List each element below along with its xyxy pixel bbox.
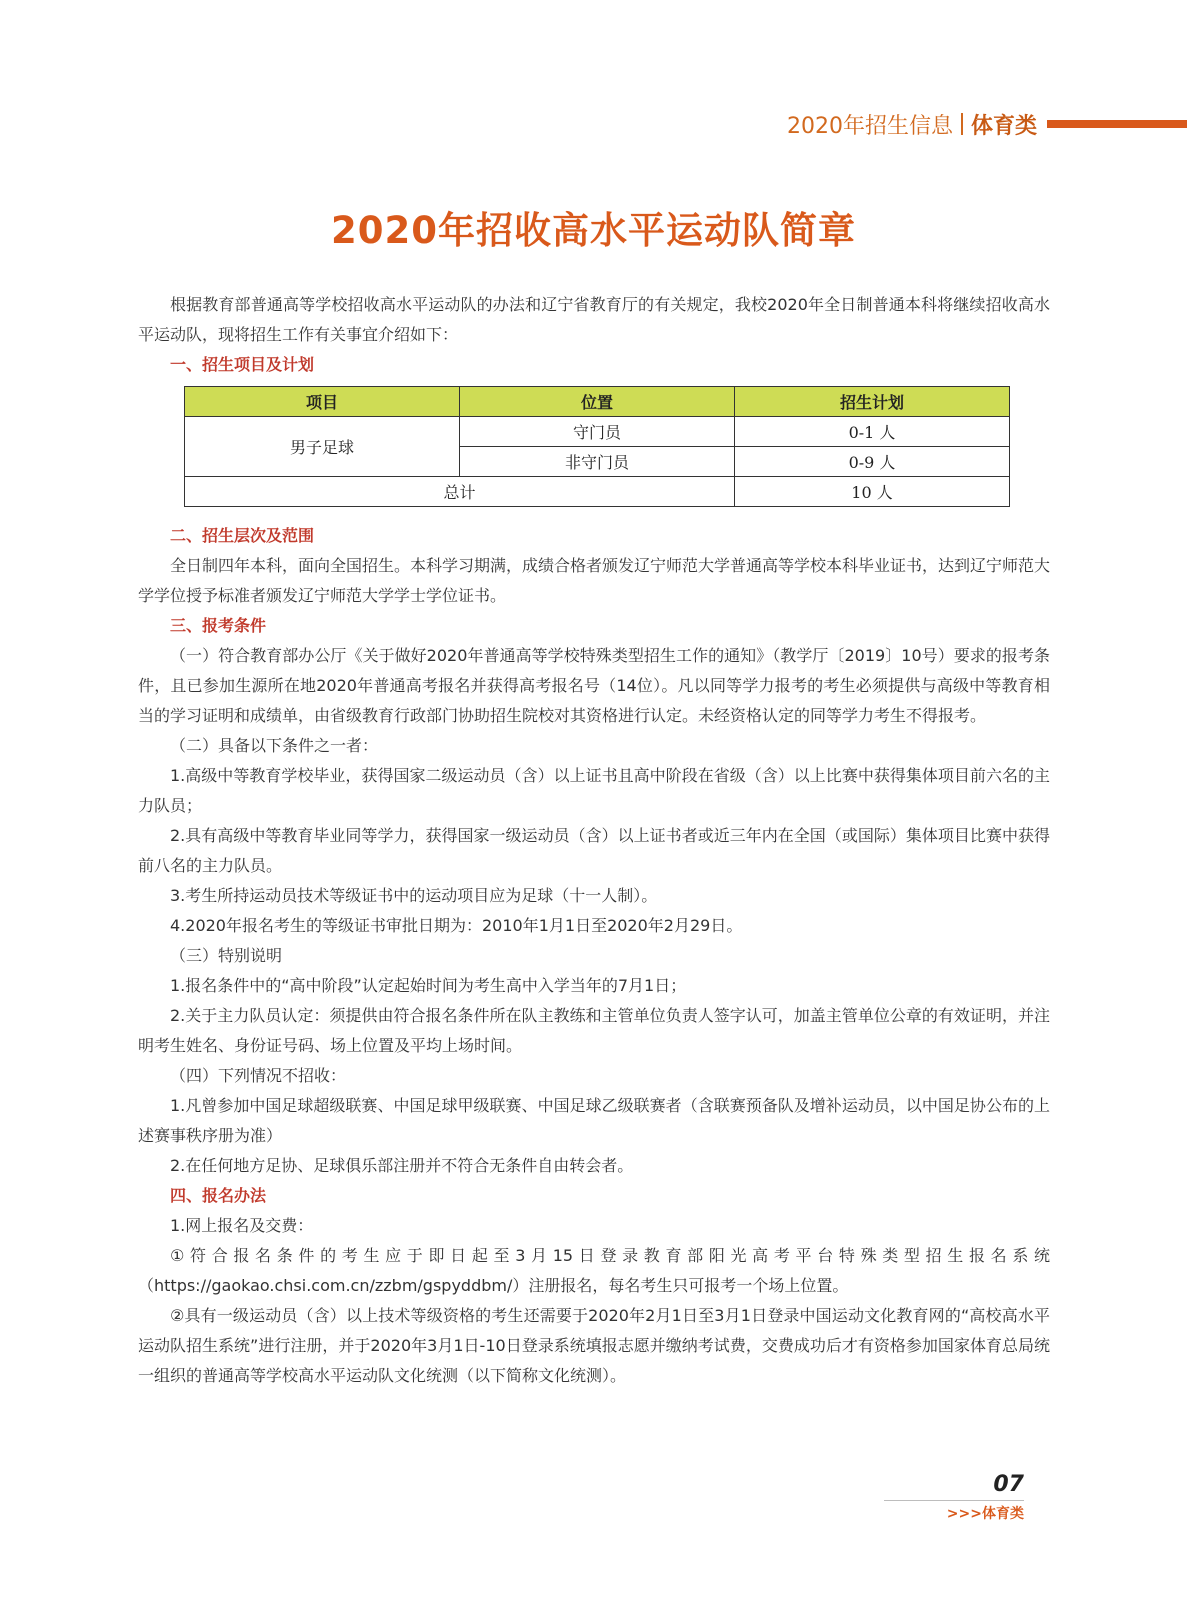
paragraph: 4.2020年报名考生的等级证书审批日期为：2010年1月1日至2020年2月29日。 (170, 916, 743, 935)
paragraph: 1.网上报名及交费： (170, 1216, 314, 1235)
article-body (138, 290, 1050, 1391)
page-title: 2020年招收高水平运动队简章 (331, 209, 856, 252)
table-cell-plan: 0-1 人 (735, 417, 1010, 447)
section-heading-2: 二、招生层次及范围 (170, 526, 315, 545)
section-heading-1: 一、招生项目及计划 (170, 355, 315, 374)
table-cell-project: 男子足球 (185, 417, 460, 477)
paragraph: ①符合报名条件的考生应于即日起至3月15日登录教育部阳光高考平台特殊类型招生报名系统（https://gaokao.chsi.com.cn/zzbm/gspyddbm/）注册报名，每名考生只可报考一个场上位置。 (138, 1246, 1050, 1295)
table-row-total (185, 477, 1010, 507)
enrollment-plan-table (184, 386, 1010, 507)
paragraph: （三）特别说明 (170, 946, 283, 965)
paragraph: （二）具备以下条件之一者： (170, 736, 379, 755)
header-title: 2020年招生信息 (786, 113, 953, 139)
table-cell-position: 非守门员 (460, 447, 735, 477)
running-header (787, 108, 1187, 140)
paragraph: 全日制四年本科，面向全国招生。本科学习期满，成绩合格者颁发辽宁师范大学普通高等学校本科毕业证书，达到辽宁师范大学学位授予标准者颁发辽宁师范大学学士学位证书。 (138, 556, 1051, 605)
intro-paragraph: 根据教育部普通高等学校招收高水平运动队的办法和辽宁省教育厅的有关规定，我校2020年全日制普通本科将继续招收高水平运动队，现将招生工作有关事宜介绍如下： (138, 295, 1050, 344)
paragraph: ②具有一级运动员（含）以上技术等级资格的考生还需要于2020年2月1日至3月1日登录中国运动文化教育网的“高校高水平运动队招生系统”进行注册，并于2020年3月1日-10日登录系统填报志愿并缴纳考试费，交费成功后才有资格参加国家体育总局统一组织的普通高等学校高水平运动队文化统测（以下简称文化统测）。 (138, 1306, 1050, 1385)
table-header-project: 项目 (185, 387, 460, 417)
page-number: 07 (993, 1472, 1024, 1497)
footer-category: >>>体育类 (946, 1506, 1024, 1522)
section-heading-3: 三、报考条件 (170, 616, 267, 635)
paragraph: 1.高级中等教育学校毕业，获得国家二级运动员（含）以上证书且高中阶段在省级（含）以上比赛中获得集体项目前六名的主力队员； (138, 766, 1050, 815)
table-cell-total-label: 总计 (185, 477, 735, 507)
paragraph: 1.报名条件中的“高中阶段”认定起始时间为考生高中入学当年的7月1日； (170, 976, 687, 995)
paragraph: 3.考生所持运动员技术等级证书中的运动项目应为足球（十一人制）。 (170, 886, 658, 905)
header-divider (961, 113, 963, 135)
table-cell-total-value: 10 人 (735, 477, 1010, 507)
section-heading-4: 四、报名办法 (170, 1186, 267, 1205)
header-category: 体育类 (970, 113, 1037, 139)
paragraph: （一）符合教育部办公厅《关于做好2020年普通高等学校特殊类型招生工作的通知》（教学厅〔2019〕10号）要求的报考条件，且已参加生源所在地2020年普通高考报名并获得高考报名号（14位）。凡以同等学力报考的考生必须提供与高级中等教育相当的学习证明和成绩单，由省级教育行政部门协助招生院校对其资格进行认定。未经资格认定的同等学力考生不得报考。 (138, 646, 1050, 725)
paragraph: 1.凡曾参加中国足球超级联赛、中国足球甲级联赛、中国足球乙级联赛者（含联赛预备队及增补运动员，以中国足协公布的上述赛事秩序册为准） (138, 1096, 1050, 1145)
table-header-plan: 招生计划 (735, 387, 1010, 417)
table-header-position: 位置 (460, 387, 735, 417)
paragraph: 2.在任何地方足协、足球俱乐部注册并不符合无条件自由转会者。 (170, 1156, 634, 1175)
table-row (185, 417, 1010, 447)
table-cell-plan: 0-9 人 (735, 447, 1010, 477)
paragraph: 2.关于主力队员认定：须提供由符合报名条件所在队主教练和主管单位负责人签字认可，加盖主管单位公章的有效证明，并注明考生姓名、身份证号码、场上位置及平均上场时间。 (138, 1006, 1050, 1055)
footer-divider (884, 1500, 1024, 1501)
paragraph: （四）下列情况不招收： (170, 1066, 347, 1085)
table-cell-position: 守门员 (460, 417, 735, 447)
header-accent-bar (1047, 120, 1187, 128)
paragraph: 2.具有高级中等教育毕业同等学力，获得国家一级运动员（含）以上证书者或近三年内在全国（或国际）集体项目比赛中获得前八名的主力队员。 (138, 826, 1050, 875)
